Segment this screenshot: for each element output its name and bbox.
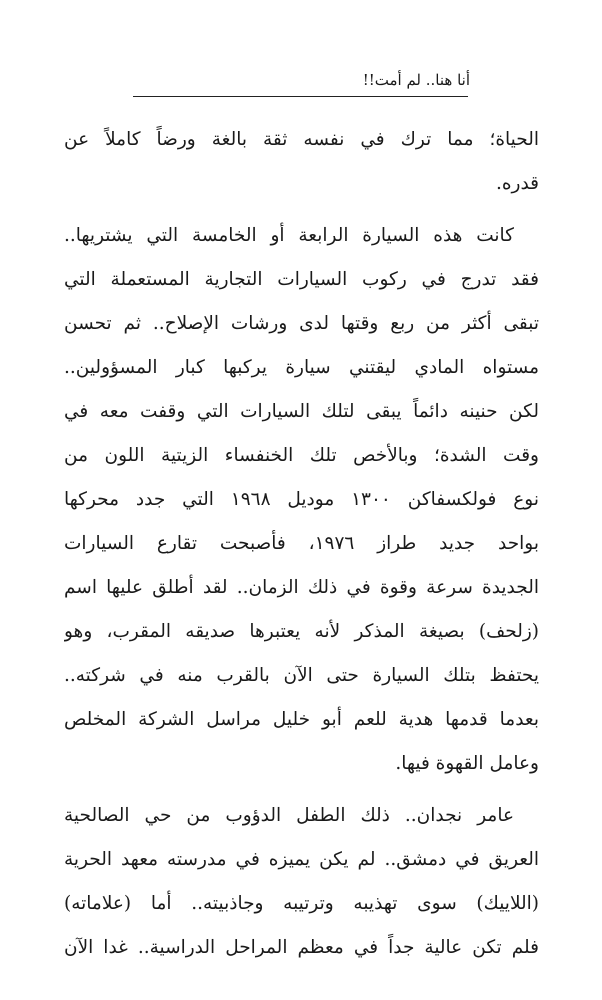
text-line: مستواه المادي ليقتني سيارة يركبها كبار المسؤولين.. [64, 357, 539, 378]
text-line: عامر نجدان.. ذلك الطفل الدؤوب من حي الصالحية [64, 805, 514, 826]
text-line: يحتفظ بتلك السيارة حتى الآن بالقرب منه في شركته.. [64, 665, 539, 686]
text-line: بعدما قدمها هدية للعم أبو خليل مراسل الشركة المخلص [64, 709, 539, 730]
text-line: فقد تدرج في ركوب السيارات التجارية المستعملة التي [64, 269, 539, 290]
text-line: الحياة؛ مما ترك في نفسه ثقة بالغة ورضاً كاملاً عن [64, 129, 539, 150]
text-line: (اللاييك) سوى تهذيبه وترتيبه وجاذبيته.. أما (علاماته) [64, 893, 539, 914]
text-line: الجديدة سرعة وقوة في ذلك الزمان.. لقد أطلق عليها اسم [64, 577, 539, 598]
text-line: تبقى أكثر من ربع وقتها لدى ورشات الإصلاح.. ثم تحسن [64, 313, 539, 334]
text-line: فلم تكن عالية جداً في معظم المراحل الدراسية.. غدا الآن [64, 937, 539, 958]
text-line: (زلحف) بصيغة المذكر لأنه يعتبرها صديقه المقرب، وهو [64, 621, 539, 642]
text-line: لكن حنينه دائماً يبقى لتلك السيارات التي وقفت معه في [64, 401, 539, 422]
running-header: أنا هنا.. لم أمت!! [362, 71, 470, 89]
text-line: وعامل القهوة فيها. [395, 753, 539, 774]
text-line: قدره. [495, 173, 539, 194]
text-line: نوع فولكسفاكن ١٣٠٠ موديل ١٩٦٨ التي جدد محركها [64, 489, 539, 510]
text-line: وقت الشدة؛ وبالأخص تلك الخنفساء الزيتية اللون من [64, 445, 539, 466]
text-line: كانت هذه السيارة الرابعة أو الخامسة التي يشتريها.. [64, 225, 514, 246]
text-line: العريق في دمشق.. لم يكن يميزه في مدرسته معهد الحرية [64, 849, 539, 870]
header-rule [133, 96, 468, 97]
text-line: بواحد جديد طراز ١٩٧٦، فأصبحت تقارع السيارات [64, 533, 539, 554]
